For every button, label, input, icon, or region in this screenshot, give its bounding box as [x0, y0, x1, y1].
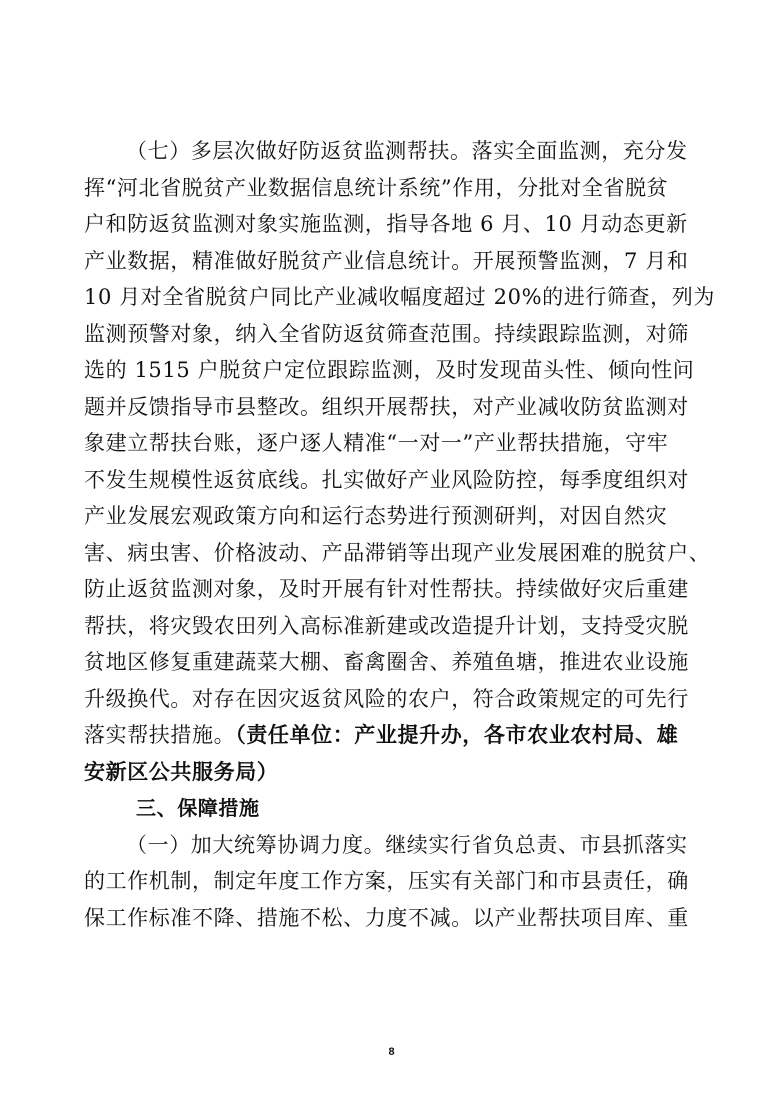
paragraph-line: 升级换代。对存在因灾返贫风险的农户，符合政策规定的可先行 — [84, 686, 689, 711]
paragraph-line: 选的 1515 户脱贫户定位跟踪监测，及时发现苗头性、倾向性问 — [84, 358, 695, 382]
paragraph-line: 监测预警对象，纳入全省防返贫筛查范围。持续跟踪监测，对筛 — [84, 321, 689, 346]
paragraph-line: 产业数据，精准做好脱贫产业信息统计。开展预警监测，7 月和 — [84, 248, 689, 273]
paragraph-line: 挥“河北省脱贫产业数据信息统计系统”作用，分批对全省脱贫 — [84, 175, 669, 200]
paragraph-line: 贫地区修复重建蔬菜大棚、畜禽圈舍、养殖鱼塘，推进农业设施 — [84, 650, 689, 674]
paragraph-line: 户和防返贫监测对象实施监测，指导各地 6 月、10 月动态更新 — [84, 212, 688, 236]
paragraph-line: 象建立帮扶台账，逐户逐人精准“一对一”产业帮扶措施，守牢 — [84, 431, 669, 455]
section-heading: 三、保障措施 — [136, 796, 260, 820]
paragraph-line: 帮扶，将灾毁农田列入高标准新建或改造提升计划，支持受灾脱 — [84, 613, 689, 638]
paragraph-segment: 落实帮扶措施。 — [84, 723, 236, 747]
paragraph-line: 产业发展宏观政策方向和运行态势进行预测研判，对因自然灾 — [84, 504, 668, 528]
paragraph-line: 不发生规模性返贫底线。扎实做好产业风险防控，每季度组织对 — [84, 467, 689, 492]
responsible-units-note-end: 安新区公共服务局） — [84, 758, 279, 784]
page-number: 8 — [388, 1046, 395, 1058]
paragraph-line: 10 月对全省脱贫户同比产业减收幅度超过 20%的进行筛查，列为 — [84, 285, 715, 309]
paragraph-line: 保工作标准不降、措施不松、力度不减。以产业帮扶项目库、重 — [84, 905, 689, 930]
paragraph-line: （一）加大统筹协调力度。继续实行省负总责、市县抓落实 — [126, 832, 688, 857]
paragraph-line: 题并反馈指导市县整改。组织开展帮扶，对产业减收防贫监测对 — [84, 394, 689, 419]
paragraph-line: 害、病虫害、价格波动、产品滞销等出现产业发展困难的脱贫户、 — [84, 540, 711, 565]
paragraph-line: 防止返贫监测对象，及时开展有针对性帮扶。持续做好灾后重建 — [84, 577, 689, 601]
paragraph-line — [84, 717, 699, 754]
responsible-units-note: （责任单位：产业提升办，各市农业农村局、雄 — [235, 722, 679, 747]
paragraph-line: （七）多层次做好防返贫监测帮扶。落实全面监测，充分发 — [126, 139, 688, 163]
paragraph-line: 的工作机制，制定年度工作方案，压实有关部门和市县责任，确 — [84, 869, 689, 893]
document-body — [84, 133, 715, 936]
